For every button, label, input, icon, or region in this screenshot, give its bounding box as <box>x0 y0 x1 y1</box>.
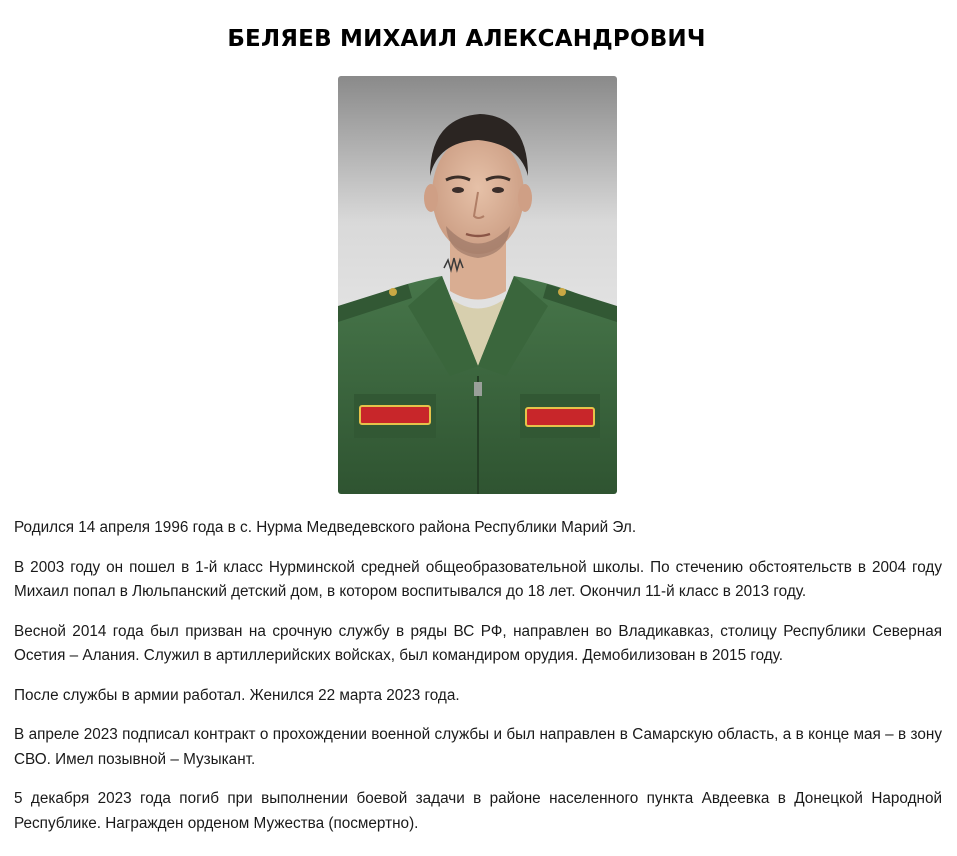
bio-paragraph-contract: В апреле 2023 подписал контракт о прохождении военной службы и был направлен в Самарскую область, а в конце мая – в зону СВО. Имел позывной – Музыкант. <box>14 726 942 768</box>
bio-paragraph-death: 5 декабря 2023 года погиб при выполнении боевой задачи в районе населенного пункта Авдеевка в Донецкой Народной Республике. Награжден орденом Мужества (посмертно). <box>14 790 942 832</box>
bio-paragraph-after-service: После службы в армии работал. Женился 22 марта 2023 года. <box>14 686 460 704</box>
bio-paragraph-service: Весной 2014 года был призван на срочную службу в ряды ВС РФ, направлен во Владикавказ, столицу Республики Северная Осетия – Алания. Служил в артиллерийских войсках, был командиром орудия. Демобилизован в 2015 году. <box>14 622 942 664</box>
bio-paragraph-birth: Родился 14 апреля 1996 года в с. Нурма Медведевского района Республики Марий Эл. <box>14 519 637 536</box>
bio-paragraph-childhood: В 2003 году он пошел в 1-й класс Нурминской средней общеобразовательной школы. По стечению обстоятельств в 2004 году Михаил попал в Люльпанский детский дом, в котором воспитывался до 18 лет. Окончил 11-й класс в 2013 году. <box>14 558 942 600</box>
portrait-photo <box>338 76 617 494</box>
biography-text <box>14 516 942 851</box>
page-title: БЕЛЯЕВ МИХАИЛ АЛЕКСАНДРОВИЧ <box>227 26 706 52</box>
